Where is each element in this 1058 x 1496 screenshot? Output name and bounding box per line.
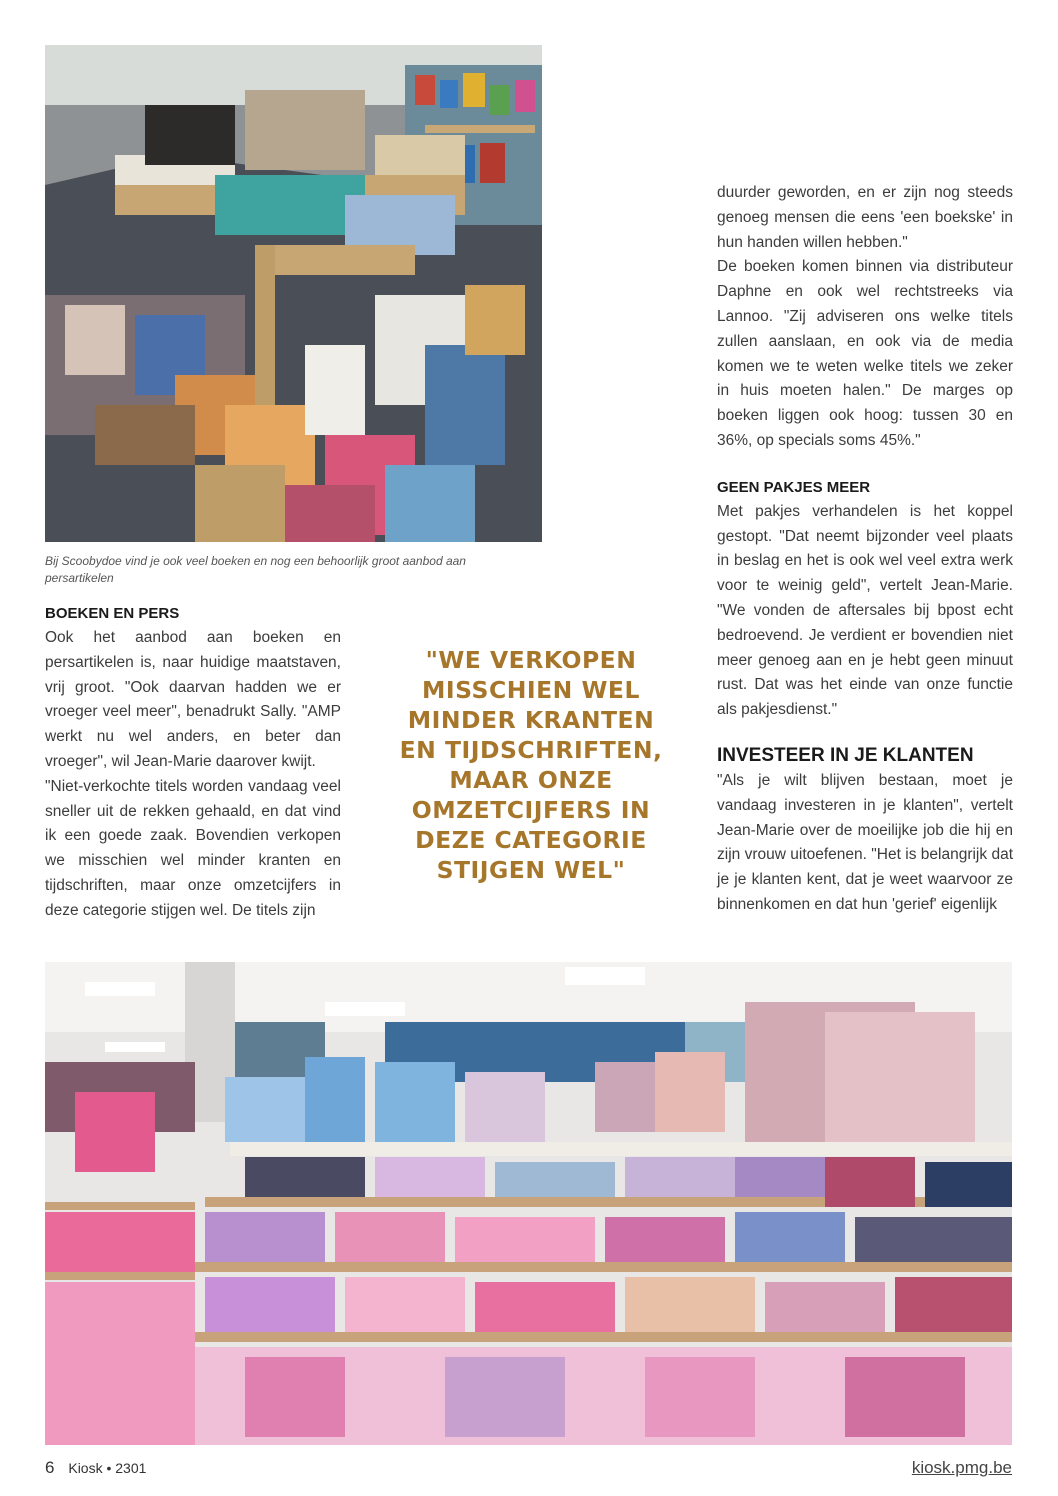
body-paragraph: duurder geworden, en er zijn nog steeds genoeg mensen die eens 'een boekske' in hun handen willen hebben." <box>717 184 1013 251</box>
body-paragraph: "Als je wilt blijven bestaan, moet je vandaag investeren in je klanten", vertelt Jean-Marie over de moeilijke job die hij en zijn vrouw uitoefenen. "Het is belangrijk dat je je klanten kent, dat je weet waarvoor ze binnenkomen en dat hun 'gerief' eigenlijk <box>717 771 1013 913</box>
photo-caption: Bij Scoobydoe vind je ook veel boeken en nog een behoorlijk groot aanbod aan persartikelen <box>45 554 466 585</box>
body-paragraph: De boeken komen binnen via distributeur Daphne en ook wel rechtstreeks via Lannoo. "Zij adviseren ons welke titels zullen aanslaan, en ook via de media komen we te weten welke titels we zeker in huis moeten halen." De marges op boeken liggen ook hoog: tussen 30 en 36%, op specials soms 45%." <box>717 258 1013 449</box>
website-link[interactable]: kiosk.pmg.be <box>911 1458 1012 1477</box>
footer-page-info <box>45 1458 146 1478</box>
left-column <box>45 602 341 924</box>
section-heading-geen-pakjes-meer: GEEN PAKJES MEER <box>717 478 871 496</box>
page-number: 6 <box>45 1458 55 1477</box>
right-column <box>717 181 1013 918</box>
body-paragraph: Ook het aanbod aan boeken en persartikelen is, naar huidige maatstaven, vrij groot. "Ook daarvan hadden we er vroeger veel meer", benadrukt Sally. "AMP werkt nu wel anders, en beter dan vroeger", wil Jean-Marie daarover kwijt. <box>45 629 341 770</box>
body-paragraph: Met pakjes verhandelen is het koppel gestopt. "Dat neemt bijzonder veel plaats in beslag en het is ook wel veel extra werk voor te weinig geld", vertelt Jean-Marie. "We vonden de aftersales bij bpost echt bedroevend. Je verdient er bovendien niet meer genoeg aan en je hebt geen minuut rust. Dat was het einde van onze functie als pakjesdienst." <box>717 502 1013 719</box>
section-heading-investeer: INVESTEER IN JE KLANTEN <box>717 744 974 766</box>
body-paragraph: "Niet-verkochte titels worden vandaag veel sneller uit de rekken gehaald, en dat vind ik een goede zaak. Bovendien verkopen we misschien wel minder kranten en tijdschriften, maar onze omzetcijfers in deze categorie stijgen wel. De titels zijn <box>45 777 341 919</box>
stationery-shelves-photo <box>45 962 1012 1445</box>
section-heading-boeken-en-pers: BOEKEN EN PERS <box>45 605 180 622</box>
pull-quote: "WE VERKOPEN MISSCHIEN WEL MINDER KRANTEN EN TIJDSCHRIFTEN, MAAR ONZE OMZETCIJFERS IN DEZE CATEGORIE STIJGEN WEL" <box>399 646 663 884</box>
magazine-issue: Kiosk • 2301 <box>68 1460 147 1476</box>
bookstore-photo <box>45 45 542 542</box>
